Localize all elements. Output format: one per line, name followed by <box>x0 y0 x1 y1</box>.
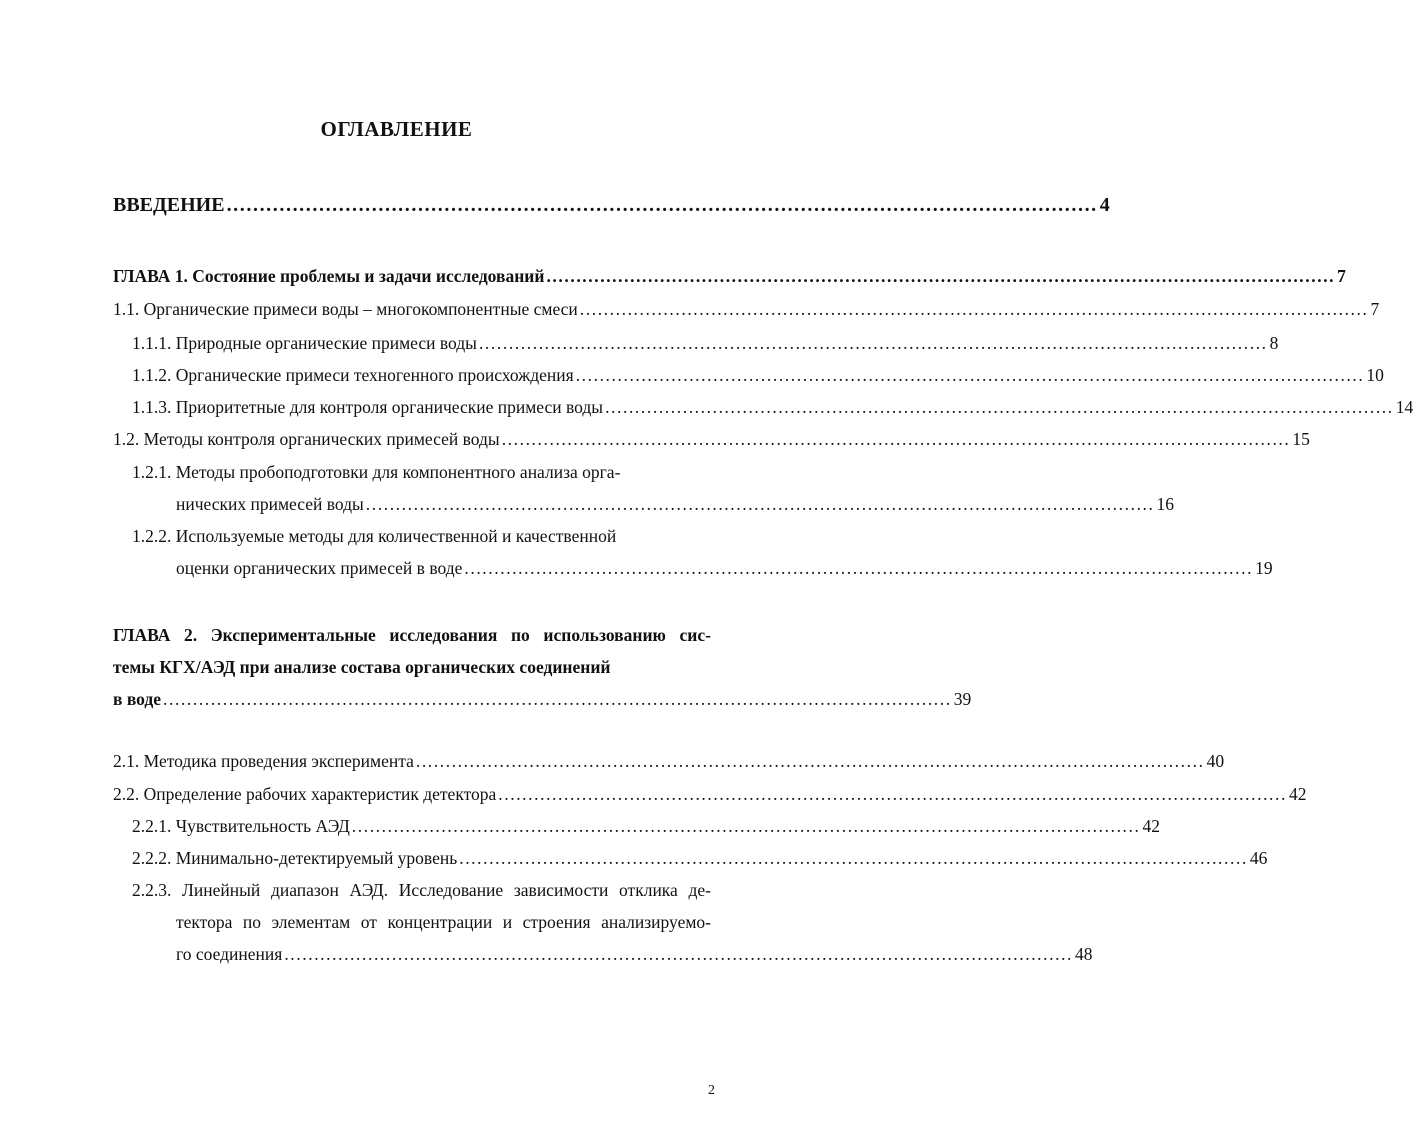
leader-dots: .................................................................................................................................... <box>351 816 1141 836</box>
toc-label: ГЛАВА 1. Состояние проблемы и задачи исследований <box>113 266 545 286</box>
leader-dots: .................................................................................................................................... <box>464 558 1254 578</box>
toc-entry-1-2-2-line1[interactable] <box>132 525 711 547</box>
leader-dots: .................................................................................................................................... <box>226 194 1098 216</box>
toc-label: 1.1.2. Органические примеси техногенного происхождения <box>132 365 574 385</box>
leader-dots: .................................................................................................................................... <box>459 848 1248 868</box>
toc-label: в воде <box>113 689 162 709</box>
toc-label: 1.1.3. Приоритетные для контроля органические примеси воды <box>132 397 604 417</box>
toc-label: 1.1.1. Природные органические примеси воды <box>132 333 477 353</box>
toc-page: 40 <box>1206 751 1225 771</box>
toc-entry-chapter-1[interactable] <box>113 265 1346 287</box>
toc-page: 39 <box>953 689 972 709</box>
toc-label: 1.1. Органические примеси воды – многокомпонентные смеси <box>113 299 578 319</box>
toc-label: темы КГХ/АЭД при анализе состава органических соединений <box>113 657 611 677</box>
toc-page: 46 <box>1249 848 1268 868</box>
toc-label: ВВЕДЕНИЕ <box>113 194 225 216</box>
leader-dots: .................................................................................................................................... <box>546 266 1336 286</box>
toc-label: 2.1. Методика проведения эксперимента <box>113 751 414 771</box>
toc-entry-2-2-2[interactable] <box>132 847 1268 869</box>
leader-dots: .................................................................................................................................... <box>365 494 1155 514</box>
toc-page: 14 <box>1395 397 1413 417</box>
toc-page: 10 <box>1366 365 1384 385</box>
toc-label: го соединения <box>176 944 283 964</box>
toc-entry-2-2-3-line3[interactable] <box>176 943 1093 965</box>
toc-entry-2-2-3-line1[interactable]: 2.2.3. Линейный диапазон АЭД. Исследование зависимости отклика де- <box>132 880 711 900</box>
toc-entry-1-2-2-line2[interactable] <box>176 557 1273 579</box>
toc-page: 15 <box>1292 429 1310 449</box>
toc-label: оценки органических примесей в воде <box>176 558 463 578</box>
toc-page: 42 <box>1142 816 1160 836</box>
toc-entry-1-1[interactable] <box>113 298 1380 320</box>
leader-dots: .................................................................................................................................... <box>579 299 1369 319</box>
toc-entry-1-2[interactable] <box>113 428 1310 450</box>
leader-dots: .................................................................................................................................... <box>284 944 1074 964</box>
toc-label: 2.2.2. Минимально-детектируемый уровень <box>132 848 458 868</box>
leader-dots: .................................................................................................................................... <box>163 689 952 709</box>
toc-page: 48 <box>1075 944 1093 964</box>
leader-dots: .................................................................................................................................... <box>605 397 1394 417</box>
leader-dots: .................................................................................................................................... <box>415 751 1205 771</box>
toc-entry-chapter-2-line2[interactable] <box>113 656 711 678</box>
toc-page: 19 <box>1255 558 1273 578</box>
toc-entry-2-2[interactable] <box>113 783 1307 805</box>
toc-entry-1-2-1-line1[interactable] <box>132 461 711 483</box>
page-title: ОГЛАВЛЕНИЕ <box>320 117 473 141</box>
toc-entry-1-1-1[interactable] <box>132 332 1279 354</box>
toc-label: 1.2. Методы контроля органических примесей воды <box>113 429 500 449</box>
toc-entry-2-2-1[interactable] <box>132 815 1160 837</box>
toc-label: 2.2. Определение рабочих характеристик детектора <box>113 784 497 804</box>
toc-page: 7 <box>1370 299 1380 319</box>
toc-label: 1.2.2. Используемые методы для количественной и качественной <box>132 526 617 546</box>
toc-entry-intro[interactable] <box>113 194 1110 216</box>
toc-label: нических примесей воды <box>176 494 364 514</box>
toc-entry-1-2-1-line2[interactable] <box>176 493 1174 515</box>
toc-page: 16 <box>1156 494 1174 514</box>
leader-dots: .................................................................................................................................... <box>478 333 1268 353</box>
toc-page: 42 <box>1288 784 1307 804</box>
toc-page: 8 <box>1269 333 1279 353</box>
toc-label: 1.2.1. Методы пробоподготовки для компонентного анализа орга- <box>132 462 621 482</box>
page-number: 2 <box>708 1083 715 1098</box>
toc-page: 4 <box>1099 194 1110 216</box>
leader-dots: .................................................................................................................................... <box>501 429 1291 449</box>
leader-dots: .................................................................................................................................... <box>575 365 1365 385</box>
toc-entry-1-1-2[interactable] <box>132 364 1384 386</box>
toc-entry-2-1[interactable] <box>113 750 1225 772</box>
toc-label: 2.2.1. Чувствительность АЭД <box>132 816 350 836</box>
toc-entry-chapter-2-line1[interactable]: ГЛАВА 2. Экспериментальные исследования по использованию сис- <box>113 625 711 645</box>
toc-page: 7 <box>1337 266 1346 286</box>
leader-dots: .................................................................................................................................... <box>498 784 1287 804</box>
toc-entry-2-2-3-line2[interactable]: тектора по элементам от концентрации и строения анализируемо- <box>176 912 711 932</box>
toc-entry-chapter-2-line3[interactable] <box>113 688 972 710</box>
toc-entry-1-1-3[interactable] <box>132 396 1413 418</box>
